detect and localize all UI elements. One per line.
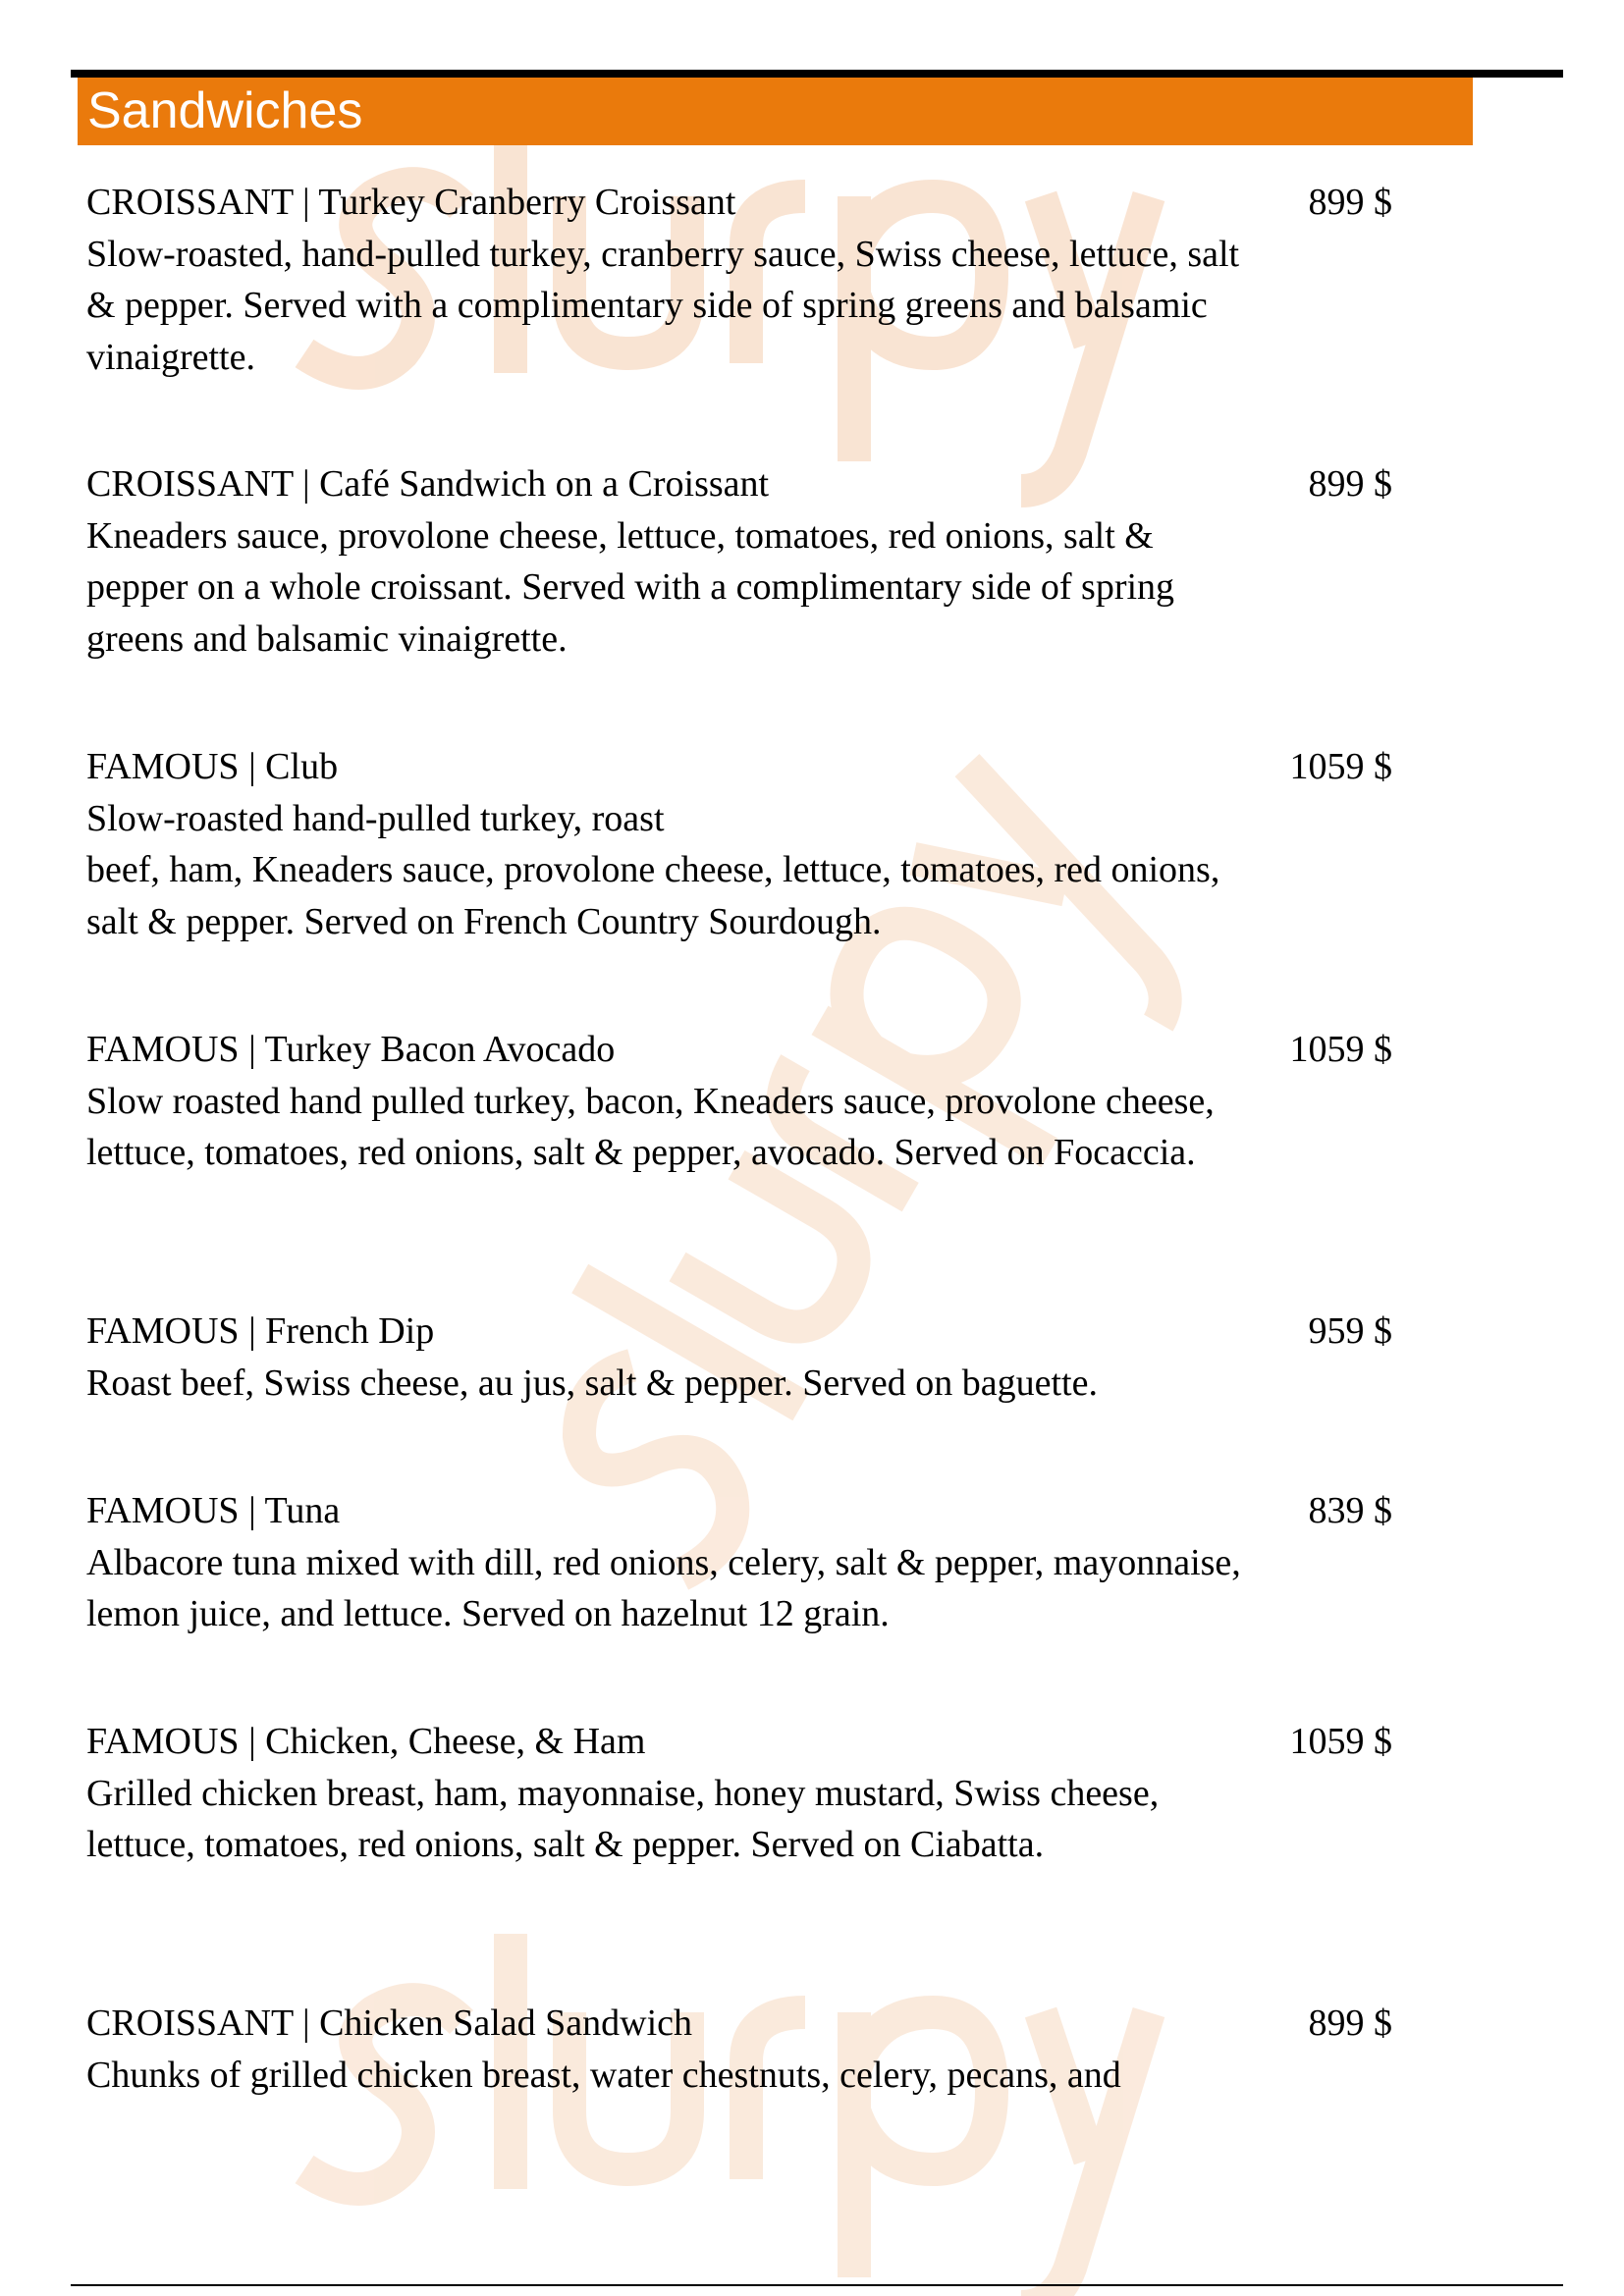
item-description: Grilled chicken breast, ham, mayonnaise, honey mustard, Swiss cheese, lettuce, tomatoes, red onions, salt & pepper. Served on Ciabatta. <box>86 1772 1160 1865</box>
item-description: Slow roasted hand pulled turkey, bacon, Kneaders sauce, provolone cheese, lettuce, tomatoes, red onions, salt & pepper, avocado. Served on Focaccia. <box>86 1080 1215 1173</box>
menu-item <box>86 1716 1392 1871</box>
item-title: FAMOUS | Club <box>86 746 339 787</box>
item-price: 899 $ <box>1308 182 1392 223</box>
item-title: FAMOUS | French Dip <box>86 1310 435 1352</box>
item-price: 1059 $ <box>1289 746 1392 787</box>
item-price: 1059 $ <box>1289 1721 1392 1762</box>
menu-item <box>86 458 1392 665</box>
item-description: Slow-roasted, hand-pulled turkey, cranberry sauce, Swiss cheese, lettuce, salt & pepper. Served with a complimentary side of spring greens and balsamic vinaigrette. <box>86 233 1240 378</box>
section-title: Sandwiches <box>87 82 363 139</box>
item-description: Roast beef, Swiss cheese, au jus, salt & pepper. Served on baguette. <box>86 1362 1098 1404</box>
item-title: FAMOUS | Turkey Bacon Avocado <box>86 1029 616 1070</box>
menu-item <box>86 1306 1392 1409</box>
item-price: 899 $ <box>1308 2002 1392 2044</box>
menu-item <box>86 741 1392 947</box>
section-header <box>78 78 1473 145</box>
menu-item <box>86 1998 1392 2101</box>
top-rule <box>71 70 1563 78</box>
item-price: 959 $ <box>1308 1310 1392 1352</box>
item-price: 899 $ <box>1308 463 1392 505</box>
item-title: CROISSANT | Turkey Cranberry Croissant <box>86 182 736 223</box>
menu-item <box>86 1024 1392 1179</box>
item-description: Chunks of grilled chicken breast, water chestnuts, celery, pecans, and <box>86 2054 1121 2096</box>
item-description: Albacore tuna mixed with dill, red onions, celery, salt & pepper, mayonnaise, lemon juice, and lettuce. Served on hazelnut 12 grain. <box>86 1541 1241 1634</box>
item-description: Slow-roasted hand-pulled turkey, roast beef, ham, Kneaders sauce, provolone cheese, lettuce, tomatoes, red onions, salt & pepper. Served on French Country Sourdough. <box>86 797 1220 942</box>
menu-item <box>86 177 1392 383</box>
item-price: 839 $ <box>1308 1490 1392 1531</box>
item-title: CROISSANT | Café Sandwich on a Croissant <box>86 463 770 505</box>
item-description: Kneaders sauce, provolone cheese, lettuce, tomatoes, red onions, salt & pepper on a whole croissant. Served with a complimentary side of spring greens and balsamic vinaigrette. <box>86 514 1175 660</box>
bottom-rule <box>71 2284 1563 2286</box>
item-price: 1059 $ <box>1289 1029 1392 1070</box>
item-title: CROISSANT | Chicken Salad Sandwich <box>86 2002 692 2044</box>
item-title: FAMOUS | Tuna <box>86 1490 341 1531</box>
menu-item <box>86 1485 1392 1640</box>
item-title: FAMOUS | Chicken, Cheese, & Ham <box>86 1721 646 1762</box>
